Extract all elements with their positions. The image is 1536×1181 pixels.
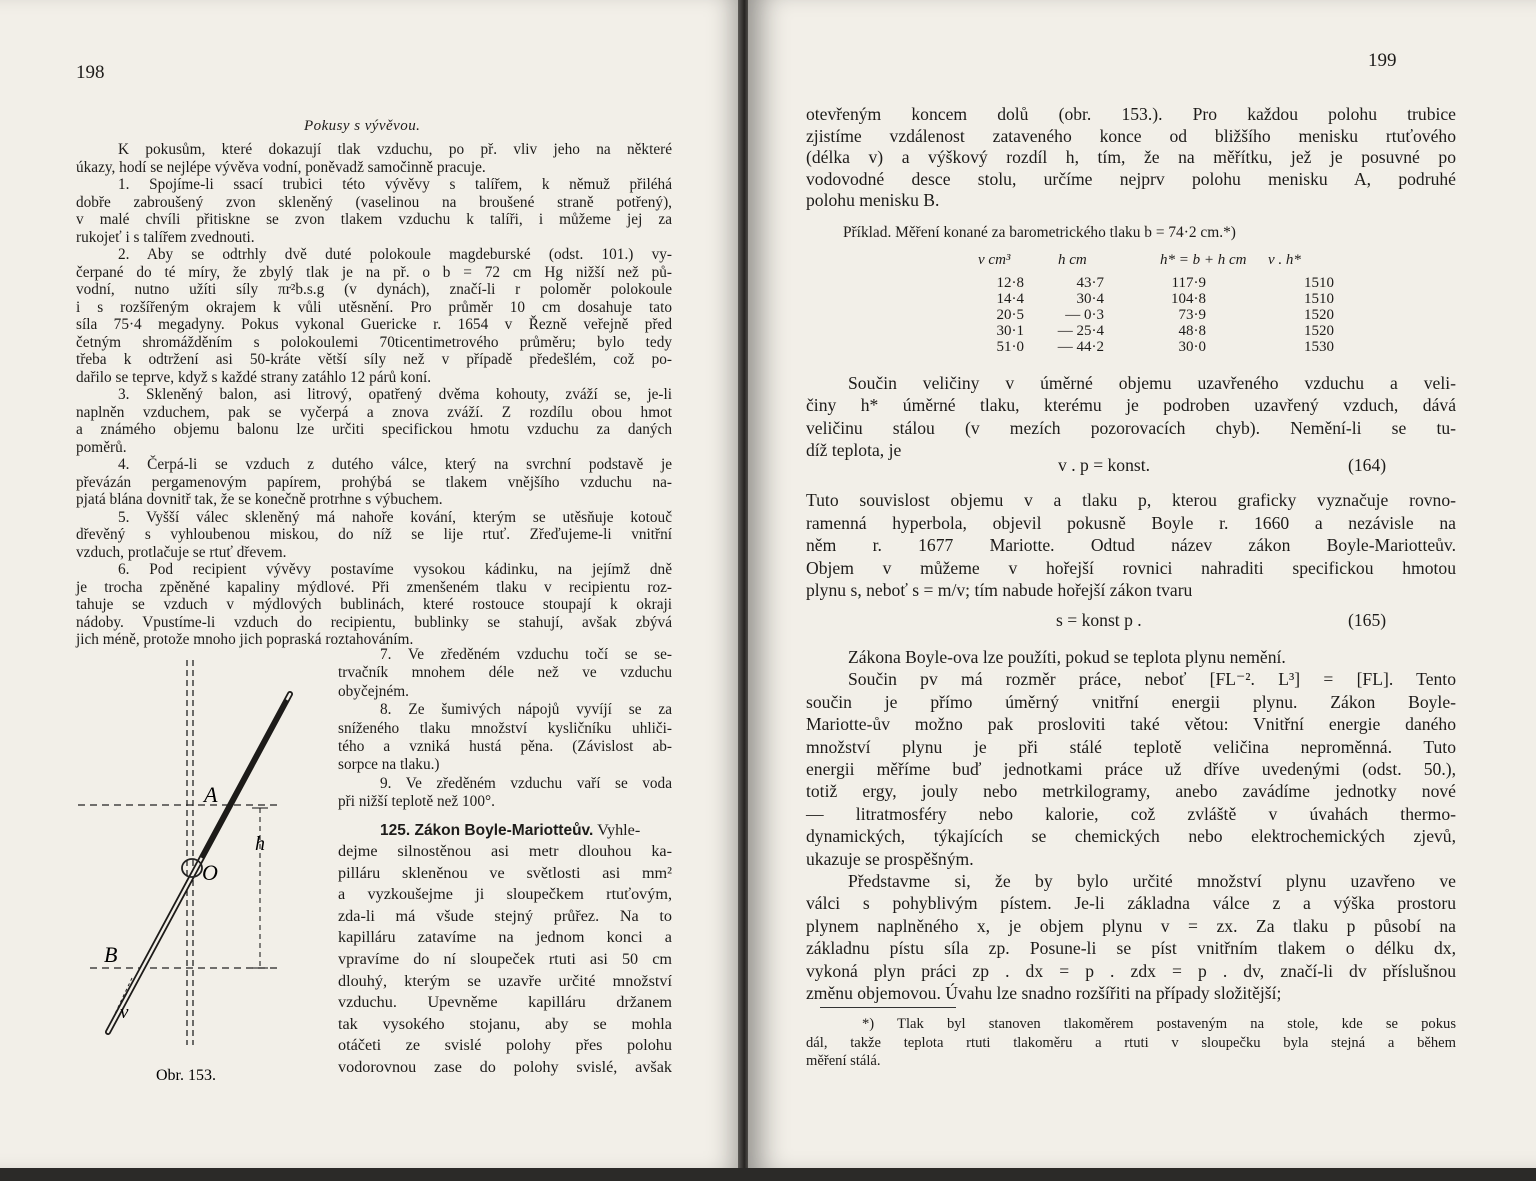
footnote-line: *) Tlak byl stanoven tlakoměrem postaveným na stole, kde se pokus xyxy=(862,1016,1456,1032)
section-text-line: kapilláru zatavíme na jednom konci a xyxy=(338,928,672,947)
text-line: něm r. 1677 Mariotte. Odtud název zákon Boyle-Mariotteův. xyxy=(806,535,1456,556)
side-text-line: trvačník mnohem déle než ve vzduchu xyxy=(338,664,672,682)
label-O: O xyxy=(202,860,218,885)
text-line: dynamických, týkajících se chemických nebo elektrochemických zjevů, xyxy=(806,826,1456,847)
table-cell: 104·8 xyxy=(1171,291,1206,307)
table-cell: 30·4 xyxy=(1076,291,1104,307)
figure-caption: Obr. 153. xyxy=(156,1067,216,1084)
text-line: převázán pergamenovým papírem, prohýbá se tlakem vnějšího vzduchu na- xyxy=(76,473,672,491)
table-cell: 117·9 xyxy=(1171,275,1206,291)
section-text-line: otáčeti ze svislé polohy přes polohu xyxy=(338,1036,672,1055)
section-text-line: dlouhý, kterým se uzavře určité množství xyxy=(338,971,672,990)
text-line: otevřeným koncem dolů (obr. 153.). Pro každou polohu trubice xyxy=(806,104,1456,124)
table-cell: 43·7 xyxy=(1076,275,1104,291)
text-line: i s rozšířeným okrajem k vůli utěsnění. Pro průměr 10 cm dosahuje tato xyxy=(76,298,672,316)
footnote-line: dál, takže teplota rtuti tlakoměru a rtuti v sloupečku byla stejná a během xyxy=(806,1034,1456,1051)
text-line: Představme si, že by bylo určité množství plynu uzavřeno ve xyxy=(848,871,1456,891)
text-line: 6. Pod recipient vývěvy postavíme vysokou kádinku, na jejímž dně xyxy=(118,561,672,578)
equation-164-number: (164) xyxy=(1348,455,1387,475)
section-heading-pokusy: Pokusy s vývěvou. xyxy=(304,118,421,134)
table-cell: 30·0 xyxy=(1178,339,1206,355)
text-line: válci s pohyblivým pístem. Je-li základna válce z a výška prostoru xyxy=(806,893,1456,914)
label-A: A xyxy=(204,782,218,807)
text-line: K pokusům, které dokazují tlak vzduchu, po př. vliv jeho na některé xyxy=(118,141,672,158)
table-header: h* = b + h cm xyxy=(1160,252,1247,268)
table-cell: — 25·4 xyxy=(1057,323,1104,339)
section-text-line: vpravíme do ní sloupeček rtuti asi 50 cm xyxy=(338,950,672,968)
table-cell: 30·1 xyxy=(996,323,1024,339)
text-line: totiž ergy, jouly nebo metrkilogramy, anebo zavádíme jednotky nové xyxy=(806,781,1456,802)
text-line: rukojeť i s talířem zvednouti. xyxy=(76,228,255,246)
table-cell: 1510 xyxy=(1304,275,1334,291)
section-125-first-rest: Vyhle- xyxy=(597,821,641,839)
mercury-column xyxy=(202,700,287,858)
text-line: 5. Vyšší válec skleněný má nahoře kování, kterým se utěsňuje kotouč xyxy=(118,508,672,526)
text-line: činy h* úměrné tlaku, kterému je podroben uzavřený vzduch, dává xyxy=(806,395,1456,416)
text-line: energii měříme buď jednotkami práce už dříve uvedenými (odst. 50.), xyxy=(806,759,1456,779)
text-line: dařilo se teprve, když s každé strany zatáhlo 12 párů koní. xyxy=(76,368,432,386)
section-text-line: zda-li má všude stejný průřez. Na to xyxy=(338,906,672,925)
text-line: a známého objemu balonu lze určiti specifickou hmotu vzduchu za daných xyxy=(76,421,672,438)
table-cell: 14·4 xyxy=(996,291,1024,307)
text-line: plynu s, neboť s = m/v; tím nabude hořejší zákon tvaru xyxy=(806,580,1193,601)
table-header: h cm xyxy=(1058,252,1087,268)
left-page xyxy=(0,0,744,1168)
text-line: čerpané do té míry, že zbylý tlak je na př. o b = 72 cm Hg nižší než pů- xyxy=(76,263,672,281)
page-number-right: 199 xyxy=(1368,50,1397,71)
side-text-line: sníženého tlaku množství kysličníku uhliči- xyxy=(338,719,672,737)
figure-153 xyxy=(72,650,372,1090)
side-text-line: obyčejném. xyxy=(338,682,409,700)
text-line: poměrů. xyxy=(76,438,127,456)
label-h: h xyxy=(255,833,265,855)
text-line: jich méně, protože mnoho jich popraská roztahováním. xyxy=(76,631,414,648)
text-line: vykoná plyn práci zp . dx = p . zdx = p . dv, značí-li dv příslušnou xyxy=(806,960,1456,981)
text-line: 2. Aby se odtrhly dvě duté polokoule magdeburské (odst. 101.) vy- xyxy=(118,246,672,263)
text-line: zjistíme vzdálenost zataveného konce od bližšího menisku rtuťového xyxy=(806,125,1456,146)
text-line: součin je přímo úměrný vnitřní energii plynu. Zákon Boyle- xyxy=(806,691,1456,712)
example-line: Příklad. Měření konané za barometrického tlaku b = 74·2 cm.*) xyxy=(843,224,1236,241)
side-text-line: 9. Ve zředěném vzduchu vaří se voda xyxy=(380,774,672,792)
text-line: síla 75·4 megadyny. Pokus vykonal Guericke r. 1654 v Řezně veřejně před xyxy=(76,316,672,333)
table-cell: 73·9 xyxy=(1178,307,1206,323)
side-text-line: 8. Ze šumivých nápojů vyvíjí se za xyxy=(380,701,672,719)
table-cell: 48·8 xyxy=(1178,323,1206,339)
label-v: v xyxy=(120,1002,129,1023)
text-line: polohu menisku B. xyxy=(806,190,940,211)
text-line: Zákona Boyle-ova lze použíti, pokud se teplota plynu nemění. xyxy=(848,647,1286,667)
text-line: ramenná hyperbola, objevil pokusně Boyle r. 1660 a nezávisle na xyxy=(806,512,1456,533)
section-text-line: pilláru skleněnou ve světlosti asi mm² xyxy=(338,863,672,882)
text-line: třeba k odtržení asi 50-kráte větší síly než v případě předešlém, což po- xyxy=(76,351,672,368)
text-line: 3. Skleněný balon, asi litrový, opatřený dvěma kohouty, zváží se, je-li xyxy=(118,386,672,403)
text-line: vzduch, protlačuje se rtuť dřevem. xyxy=(76,543,287,561)
text-line: Součin veličiny v úměrné objemu uzavřeného vzduchu a veli- xyxy=(848,373,1456,393)
table-header: v . h* xyxy=(1268,252,1301,268)
text-line: pjatá blána dovnitř tak, že se konečně protrhne s výbuchem. xyxy=(76,491,443,508)
text-line: četným shromážděním s polokoulemi 70ticentimetrového průměru; bylo tedy xyxy=(76,333,672,351)
text-line: veličinu stálou (v mezích pozorovacích chyb). Nemění-li se tu- xyxy=(806,417,1456,438)
table-cell: 1520 xyxy=(1304,307,1334,323)
label-B: B xyxy=(104,942,118,967)
text-line: vodovodné desce stolu, určíme nejprv polohu menisku A, podruhé xyxy=(806,168,1456,189)
equation-164: v . p = konst. xyxy=(1058,455,1151,475)
text-line: dobře zabroušený zvon skleněný (vaselinou na broušené straně potřený), xyxy=(76,193,672,211)
text-line: (délka v) a výškový rozdíl h, tím, že na měřítku, jež je posuvné po xyxy=(806,147,1456,168)
text-line: 4. Čerpá-li se vzduch z dutého válce, který na svrchní podstavě je xyxy=(118,456,672,473)
table-cell: 12·8 xyxy=(996,275,1024,291)
section-text-line: a vyzkoušejme ji sloupečkem rtuťovým, xyxy=(338,885,672,904)
text-line: plynem naplněného x, je objem plynu v = zx. Za tlaku p působí na xyxy=(806,915,1456,936)
side-text-line: při nižší teplotě než 100°. xyxy=(338,793,495,811)
side-text-line: sorpce na tlaku.) xyxy=(338,756,440,774)
section-125-first-line xyxy=(380,822,640,839)
table-cell: 51·0 xyxy=(996,339,1024,355)
table-cell: 1510 xyxy=(1304,291,1334,307)
section-text-line: vodorovnou zase do polohy svislé, avšak xyxy=(338,1058,672,1076)
text-line: úkazy, hodí se nejlépe vývěva vodní, poněvadž samočinně pracuje. xyxy=(76,158,486,176)
section-text-line: dejme silnostěnou asi metr dlouhou ka- xyxy=(338,842,672,860)
text-line: vodní, nutno užíti síly πr²b.s.g (v dynách), značí-li r poloměr polokoule xyxy=(76,281,672,298)
text-line: množství plynu je při stálé teplotě veličina neproměnná. Tuto xyxy=(806,736,1456,757)
text-line: naplněn vzduchem, pak se vyčerpá a znova zváží. Z rozdílu obou hmot xyxy=(76,403,672,421)
table-cell: — 44·2 xyxy=(1057,339,1104,355)
table-cell: 1520 xyxy=(1304,323,1334,339)
footnote-rule xyxy=(820,1007,956,1008)
table-cell: — 0·3 xyxy=(1065,307,1104,323)
text-line: je trocha zpěněné kapaliny mýdlové. Při zmenšeném tlaku v recipientu roz- xyxy=(76,578,672,596)
side-text-line: 7. Ve zředěném vzduchu točí se se- xyxy=(380,646,672,663)
text-line: nádoby. Vpustíme-li vzduch do recipientu, bublinky se stahují, avšak zbývá xyxy=(76,613,672,631)
scan-bottom-edge xyxy=(0,1168,1536,1181)
text-line: tahuje se vzduch v mýdlových bublinách, které rostouce stoupají k okraji xyxy=(76,596,672,613)
text-line: Součin pv má rozměr práce, neboť [FL⁻². L³] = [FL]. Tento xyxy=(848,669,1456,690)
text-line: — litratmosféry nebo kalorie, což zvláště v úvahách thermo- xyxy=(806,803,1456,824)
equation-165: s = konst p . xyxy=(1056,610,1142,630)
section-text-line: vzduchu. Upevněme kapilláru držanem xyxy=(338,993,672,1012)
text-line: Mariotte-ův možno pak prosloviti také větou: Vnitřní energie daného xyxy=(806,714,1456,735)
text-line: základnu pístu síla zp. Posune-li se píst vnitřním tlakem o délku dx, xyxy=(806,938,1456,959)
text-line: 1. Spojíme-li ssací trubici této vývěvy s talířem, k němuž přiléhá xyxy=(118,176,672,193)
table-cell: 1530 xyxy=(1304,339,1334,355)
right-page xyxy=(748,0,1536,1168)
table-cell: 20·5 xyxy=(996,307,1024,323)
text-line: Tuto souvislost objemu v a tlaku p, kterou graficky vyznačuje rovno- xyxy=(806,490,1456,510)
equation-165-number: (165) xyxy=(1348,610,1387,630)
text-line: Objem v můžeme v hořejší rovnici nahraditi specifickou hmotou xyxy=(806,557,1456,578)
text-line: změnu objemovou. Úvahu lze snadno rozšířiti na případy složitější; xyxy=(806,983,1282,1003)
page-number-left: 198 xyxy=(76,62,105,83)
text-line: díž teplota, je xyxy=(806,440,902,461)
text-line: dřevěný s vyhloubenou miskou, do níž se lije rtuť. Zřeďujeme-li vnitřní xyxy=(76,526,672,543)
footnote-line: měření stálá. xyxy=(806,1053,881,1070)
section-125-heading: 125. Zákon Boyle-Mariotteův. xyxy=(380,822,594,839)
side-text-line: tého a vzniká hustá pěna. (Závislost ab- xyxy=(338,738,672,755)
text-line: ukazuje se prospěšným. xyxy=(806,848,974,869)
table-header: v cm³ xyxy=(978,252,1011,268)
text-line: v malé chvíli přitiskne se zvon tlakem vzduchu k talíři, i můžeme jej za xyxy=(76,211,672,228)
section-text-line: tak vysokého stojanu, aby se mohla xyxy=(338,1014,672,1033)
